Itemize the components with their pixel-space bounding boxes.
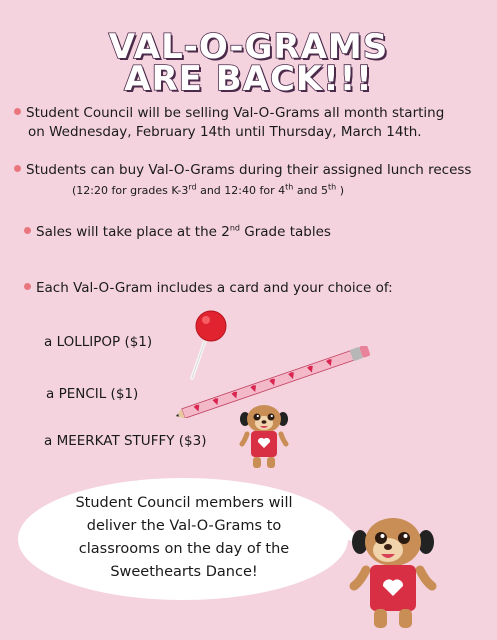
bullet-dot-icon <box>14 165 21 172</box>
item-meerkat: a MEERKAT STUFFY ($3) <box>44 433 207 449</box>
bullet-dot-icon <box>24 227 31 234</box>
bullet-3-sup: nd <box>229 223 240 233</box>
bullet-2-sup-2: th <box>285 182 294 192</box>
bullet-4 <box>24 279 393 297</box>
bullet-3 <box>24 223 331 241</box>
bullet-4-text: Each Val-O-Gram includes a card and your choice of: <box>36 280 393 296</box>
meerkat-stuffy-icon <box>236 402 292 472</box>
bubble-line-2: deliver the Val-O-Grams to <box>86 518 282 534</box>
bullet-3-text-a: Sales will take place at the 2 <box>36 224 230 240</box>
bullet-2-line1 <box>14 161 471 179</box>
bullet-2-sub-b: and 12:40 for 4 <box>196 184 286 197</box>
item-lollipop: a LOLLIPOP ($1) <box>44 334 153 350</box>
bullet-2-sub-c: and 5 <box>293 184 329 197</box>
bubble-line-4: Sweethearts Dance! <box>110 564 258 580</box>
bubble-text <box>44 492 324 584</box>
bullet-2-sup-3: th <box>328 182 337 192</box>
page-title-line1: VAL-O-GRAMS <box>108 27 389 67</box>
bullet-1-line1 <box>14 104 444 122</box>
bullet-2-sub-d: ) <box>336 184 345 197</box>
bullet-2-text: Students can buy Val-O-Grams during their assigned lunch recess <box>26 162 472 178</box>
bullet-2-sub-a: (12:20 for grades K-3 <box>72 184 189 197</box>
page-title-line2: ARE BACK!!! <box>124 59 373 99</box>
bullet-dot-icon <box>14 108 21 115</box>
bullet-2-subtext <box>72 182 344 200</box>
bullet-2-sup-1: rd <box>188 182 197 192</box>
bubble-line-3: classrooms on the day of the <box>78 541 290 557</box>
bullet-3-text-b: Grade tables <box>239 224 331 240</box>
meerkat-mascot-icon <box>348 512 438 632</box>
bullet-dot-icon <box>24 283 31 290</box>
bullet-1-line2: on Wednesday, February 14th until Thursday, March 14th. <box>28 124 422 140</box>
item-pencil: a PENCIL ($1) <box>46 386 139 402</box>
bubble-line-1: Student Council members will <box>75 495 293 511</box>
bullet-1-text-a: Student Council will be selling Val-O-Grams all month starting <box>26 105 445 121</box>
